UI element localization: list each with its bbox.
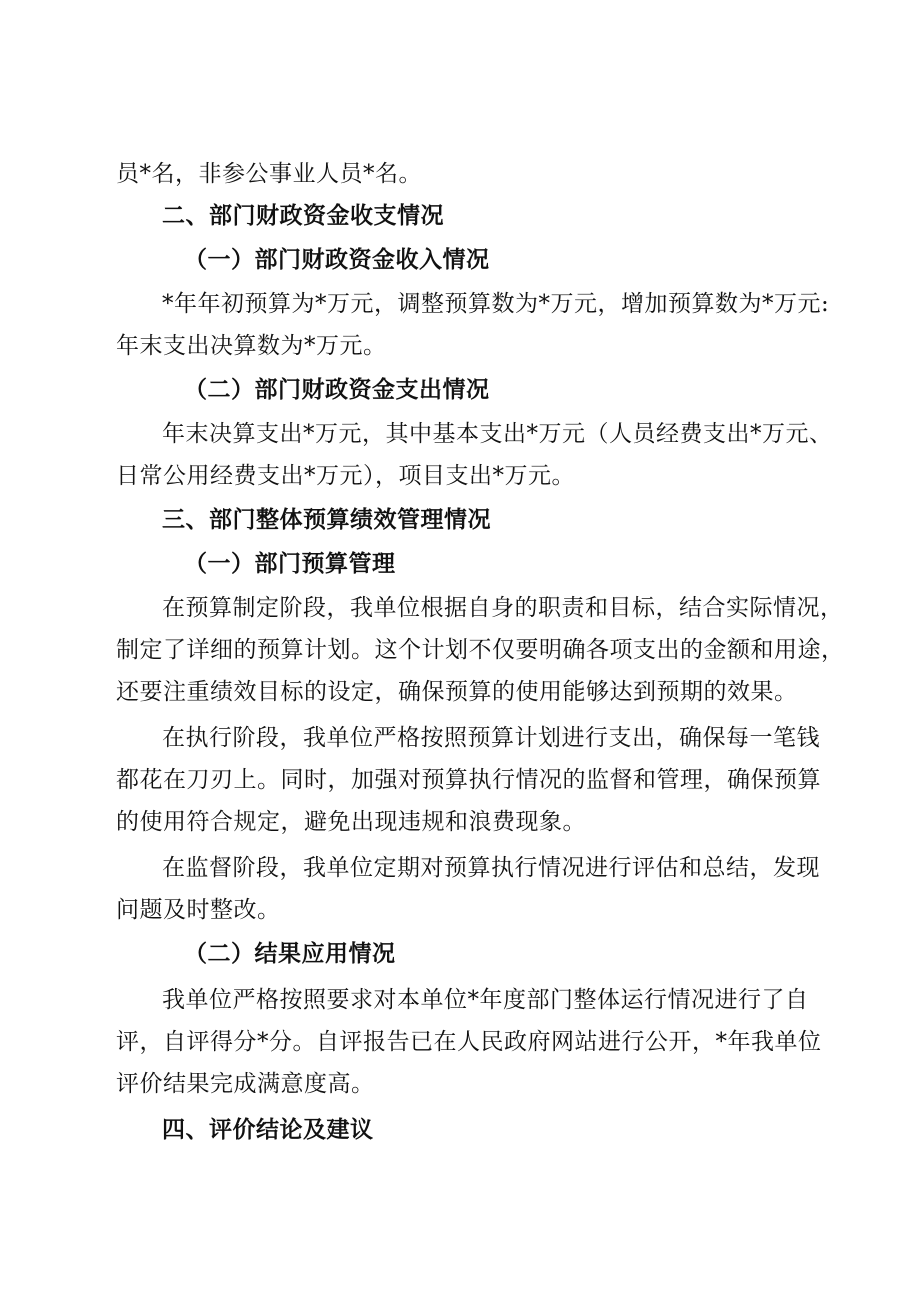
paragraph-line: 问题及时整改。 xyxy=(116,897,281,923)
subsection-heading: （一）部门财政资金收入情况 xyxy=(184,246,490,273)
section-heading: 四、评价结论及建议 xyxy=(162,1116,374,1143)
paragraph-line: 年末决算支出*万元，其中基本支出*万元（人员经费支出*万元、 xyxy=(162,421,833,447)
paragraph-line: 在预算制定阶段，我单位根据自身的职责和目标，结合实际情况， xyxy=(162,595,844,621)
section-heading: 三、部门整体预算绩效管理情况 xyxy=(162,506,491,533)
paragraph-line: 制定了详细的预算计划。这个计划不仅要明确各项支出的金额和用途， xyxy=(116,637,845,663)
paragraph-line: 年末支出决算数为*万元。 xyxy=(116,333,387,359)
subsection-heading: （二）部门财政资金支出情况 xyxy=(184,376,490,403)
paragraph-line: 还要注重绩效目标的设定，确保预算的使用能够达到预期的效果。 xyxy=(116,679,798,705)
paragraph-line: 我单位严格按照要求对本单位*年度部门整体运行情况进行了自 xyxy=(162,987,809,1013)
paragraph-line: *年年初预算为*万元，调整预算数为*万元，增加预算数为*万元: xyxy=(162,291,830,317)
paragraph-line: 的使用符合规定，避免出现违规和浪费现象。 xyxy=(116,809,586,835)
paragraph-line: 评价结果完成满意度高。 xyxy=(116,1071,375,1097)
paragraph-line: 员*名，非参公事业人员*名。 xyxy=(116,161,422,187)
paragraph-line: 都花在刀刃上。同时，加强对预算执行情况的监督和管理，确保预算 xyxy=(116,767,821,793)
paragraph-line: 评，自评得分*分。自评报告已在人民政府网站进行公开，*年我单位 xyxy=(116,1029,822,1055)
paragraph-line: 日常公用经费支出*万元），项目支出*万元。 xyxy=(116,463,575,489)
subsection-heading: （二）结果应用情况 xyxy=(184,940,396,967)
subsection-heading: （一）部门预算管理 xyxy=(184,550,396,577)
paragraph-line: 在执行阶段，我单位严格按照预算计划进行支出，确保每一笔钱 xyxy=(162,725,820,751)
paragraph-line: 在监督阶段，我单位定期对预算执行情况进行评估和总结，发现 xyxy=(162,855,820,881)
section-heading: 二、部门财政资金收支情况 xyxy=(162,202,444,229)
